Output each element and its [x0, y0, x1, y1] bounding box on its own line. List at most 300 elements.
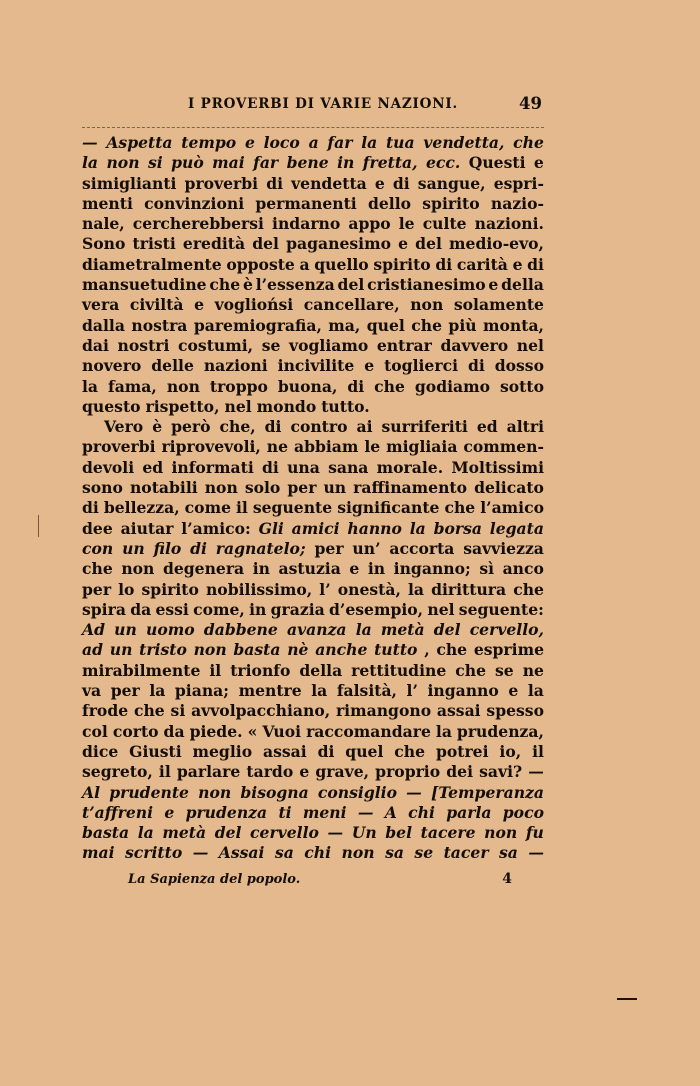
word: se	[261, 335, 281, 355]
word: ad	[82, 640, 104, 660]
word: Questi	[468, 153, 526, 173]
word: delle	[151, 356, 194, 376]
word: un	[122, 538, 145, 558]
text-line	[82, 133, 544, 153]
word: proverbi	[184, 173, 259, 193]
word: grazia	[270, 599, 325, 619]
word: onestà,	[337, 579, 401, 599]
word: cancellare,	[303, 295, 400, 315]
word: —	[528, 843, 544, 863]
word: Gli	[258, 518, 284, 538]
word: cervello,	[469, 620, 544, 640]
word: borsa	[433, 518, 482, 538]
word: la	[409, 518, 426, 538]
word: l’	[406, 681, 418, 701]
word: dice	[82, 741, 119, 761]
word: —	[406, 782, 422, 802]
word: ecc.	[425, 153, 461, 173]
body-text	[82, 133, 544, 864]
page-number: 49	[519, 94, 542, 113]
word: che	[411, 315, 443, 335]
word: scritto	[125, 843, 183, 863]
word: dei	[446, 762, 474, 782]
text-line	[82, 762, 544, 782]
text-line	[82, 600, 544, 620]
word: che	[513, 133, 544, 152]
word: costumi,	[178, 335, 254, 355]
text-line	[82, 397, 544, 417]
word: col	[82, 721, 108, 741]
word: nel	[224, 396, 252, 416]
word: del	[415, 234, 442, 254]
word: un’	[352, 538, 381, 558]
word: far	[253, 153, 279, 173]
text-line	[82, 275, 544, 295]
word: paremiografia,	[193, 315, 322, 335]
text-line	[82, 580, 544, 600]
word: bene	[286, 153, 329, 173]
word: da	[163, 721, 185, 741]
word: sana	[328, 457, 369, 477]
word: ,	[424, 640, 430, 660]
word: il	[158, 762, 171, 782]
word: sono	[82, 478, 123, 498]
word: l’	[319, 579, 331, 599]
word: dai	[82, 335, 109, 355]
word: non	[341, 843, 375, 863]
text-line	[82, 823, 544, 843]
word: savviezza	[463, 538, 544, 558]
word: delicato	[474, 478, 544, 498]
word: accorta	[389, 538, 455, 558]
word: di	[266, 173, 284, 193]
word: sa	[499, 843, 518, 863]
word: novero	[82, 356, 142, 376]
word: l’essenza	[255, 275, 335, 295]
word: che	[209, 275, 241, 295]
word: tardo	[246, 762, 294, 782]
word: prudente	[109, 782, 189, 802]
word: ragnatelo;	[215, 538, 306, 558]
word: l’amico:	[181, 518, 251, 538]
word: sì	[479, 559, 495, 579]
word: —	[357, 802, 374, 822]
text-line	[82, 701, 544, 721]
word: sa	[385, 843, 404, 863]
word: che	[133, 701, 165, 721]
word: eredità	[182, 234, 246, 254]
word: però	[171, 417, 211, 437]
word: appo	[348, 214, 391, 234]
word: filo	[153, 538, 182, 558]
word: monta,	[483, 315, 544, 335]
text-line	[82, 661, 544, 681]
text-line	[82, 377, 544, 397]
word: dee	[82, 518, 113, 538]
word: incivilite	[277, 356, 355, 376]
word: a	[308, 133, 319, 152]
word: metà	[380, 620, 425, 640]
word: grave,	[315, 762, 370, 782]
word: nostri	[117, 335, 170, 355]
word: aiutar	[120, 518, 174, 538]
text-line	[82, 722, 544, 742]
word: del	[252, 234, 279, 254]
word: ma,	[328, 315, 361, 335]
word: solo	[244, 478, 281, 498]
word: è	[242, 275, 253, 295]
word: io,	[499, 741, 522, 761]
word: meglio	[192, 741, 253, 761]
word: e	[512, 254, 523, 274]
word: e	[374, 173, 385, 193]
word: —	[327, 823, 344, 843]
word: paganesimo	[286, 234, 391, 254]
word: rispetto,	[145, 396, 220, 416]
word: menti	[82, 193, 133, 213]
word: migliaia	[386, 437, 458, 457]
word: di	[264, 417, 282, 437]
word: non	[204, 478, 238, 498]
word: chi	[304, 843, 332, 863]
word: ne	[522, 660, 544, 680]
word: di	[435, 254, 453, 274]
word: godiamo	[414, 376, 491, 396]
text-line	[82, 519, 544, 539]
word: di	[347, 376, 365, 396]
word: può	[171, 153, 204, 173]
word: in	[367, 559, 386, 579]
word: non	[193, 640, 227, 660]
word: frode	[82, 701, 129, 721]
word: metà	[162, 823, 207, 843]
word: cristianesimo	[367, 275, 486, 295]
word: che	[82, 559, 113, 579]
word: le	[364, 437, 381, 457]
word: nale,	[82, 214, 125, 234]
word: come	[184, 498, 231, 518]
word: per	[82, 579, 112, 599]
word: che	[513, 579, 544, 599]
word: sotto	[500, 376, 544, 396]
text-line	[82, 681, 544, 701]
word: spirito	[373, 254, 431, 274]
word: degenera	[162, 559, 245, 579]
word: lo	[118, 579, 135, 599]
word: mansuetudine	[82, 275, 207, 295]
word: non	[166, 376, 200, 396]
word: permanenti	[255, 193, 357, 213]
text-line	[82, 742, 544, 762]
word: della	[299, 660, 343, 680]
word: morale.	[376, 457, 444, 477]
word: cercherebbersi	[132, 214, 264, 234]
word: la	[527, 681, 544, 701]
word: chi	[408, 802, 435, 822]
word: mai	[212, 153, 245, 173]
word: che	[436, 640, 468, 660]
word: dirittura	[431, 579, 507, 599]
word: ed	[476, 417, 498, 437]
running-title: I PROVERBI DI VARIE NAZIONI.	[188, 96, 458, 112]
word: di	[467, 356, 485, 376]
text-line	[82, 316, 544, 336]
word: di	[262, 457, 279, 477]
header-rule	[82, 127, 544, 128]
word: bellezza,	[103, 498, 180, 518]
word: un	[109, 640, 133, 660]
text-line	[82, 153, 544, 173]
word: nel	[427, 599, 455, 619]
word: poco	[502, 802, 544, 822]
word: davvero	[440, 335, 509, 355]
word: che	[374, 376, 405, 396]
word: le	[398, 214, 415, 234]
word: essi	[155, 599, 189, 619]
word: [Temperanza	[430, 782, 544, 802]
word: vendetta,	[423, 133, 505, 152]
word: astuzia	[278, 559, 341, 579]
text-line	[82, 783, 544, 803]
text-line	[82, 255, 544, 275]
word: basta	[233, 640, 281, 660]
word: simiglianti	[82, 173, 177, 193]
signature-mark: 4	[502, 871, 512, 887]
text-line	[82, 458, 544, 478]
text-line	[82, 478, 544, 498]
word: ai	[356, 417, 373, 437]
word: dalla	[82, 315, 125, 335]
word: trionfo	[230, 660, 291, 680]
signature-line: La Sapienza del popolo.	[128, 872, 301, 887]
word: Assai	[218, 843, 265, 863]
word: prudenza	[185, 802, 268, 822]
word: dosso	[494, 356, 544, 376]
word: tutto	[374, 640, 418, 660]
word: nazioni.	[474, 214, 544, 234]
word: savi?	[479, 762, 523, 782]
word: nostra	[131, 315, 188, 335]
word: non	[121, 559, 155, 579]
word: parla	[446, 802, 492, 822]
word: anco	[502, 559, 544, 579]
text-line	[82, 194, 544, 214]
word: potrei	[435, 741, 489, 761]
word: fretta,	[362, 153, 418, 173]
word: consiglio	[317, 782, 397, 802]
word: quel	[345, 741, 384, 761]
word: raffinamento	[353, 478, 468, 498]
word: piana;	[174, 681, 230, 701]
word: la	[355, 620, 372, 640]
word: che,	[219, 417, 256, 437]
word: basta	[82, 823, 130, 843]
word: e	[164, 802, 175, 822]
word: e	[508, 681, 519, 701]
word: —	[192, 843, 209, 863]
text-line	[82, 336, 544, 356]
word: indarno	[272, 214, 341, 234]
word: parlare	[176, 762, 241, 782]
word: non	[198, 782, 232, 802]
word: meni	[302, 802, 347, 822]
word: opposte	[226, 254, 295, 274]
word: hanno	[347, 518, 402, 538]
word: proverbi	[82, 437, 156, 457]
word: anche	[315, 640, 368, 660]
word: Al	[82, 782, 101, 802]
word: il	[236, 498, 248, 518]
word: bel	[385, 823, 413, 843]
text-line	[82, 356, 544, 376]
word: la	[82, 153, 99, 173]
word: tempo	[181, 133, 237, 152]
word: da	[130, 599, 152, 619]
word: e	[364, 356, 375, 376]
word: e	[398, 234, 409, 254]
word: tristi	[132, 234, 176, 254]
text-line	[82, 803, 544, 823]
word: bisogna	[240, 782, 309, 802]
word: toglierci	[384, 356, 458, 376]
word: per	[287, 478, 317, 498]
word: la	[311, 681, 328, 701]
word: si	[170, 701, 186, 721]
word: di	[190, 538, 207, 558]
text-line	[82, 843, 544, 863]
word: di	[527, 254, 544, 274]
word: fama,	[108, 376, 157, 396]
text-line	[82, 498, 544, 518]
word: per	[110, 681, 140, 701]
word: un	[323, 478, 347, 498]
word: mondo	[256, 396, 317, 416]
word: non	[410, 295, 444, 315]
word: falsità,	[336, 681, 397, 701]
word: nè	[287, 640, 309, 660]
word: va	[82, 681, 102, 701]
word: sangue,	[417, 173, 486, 193]
text-line	[82, 539, 544, 559]
word: Vero	[104, 417, 144, 437]
word: spirito	[422, 193, 480, 213]
word: esprime	[473, 640, 544, 660]
text-line	[82, 640, 544, 660]
word: —	[82, 133, 98, 152]
word: diametralmente	[82, 254, 222, 274]
word: informati	[171, 457, 254, 477]
text-line	[82, 620, 544, 640]
word: Aspetta	[106, 133, 173, 152]
word: espri-	[493, 173, 544, 193]
word: nel	[516, 335, 544, 355]
word: avvolpacchiano,	[191, 701, 331, 721]
word: tacer	[443, 843, 489, 863]
word: come,	[193, 599, 245, 619]
text-line	[82, 234, 544, 254]
word: Sono	[82, 234, 126, 254]
word: quello	[314, 254, 369, 274]
text-line	[82, 295, 544, 315]
word: d’esempio,	[328, 599, 424, 619]
word: nazioni	[203, 356, 268, 376]
word: corto	[112, 721, 159, 741]
word: a	[299, 254, 310, 274]
word: carità	[456, 254, 508, 274]
word: —	[528, 762, 544, 782]
word: Ad	[82, 620, 106, 640]
word: una	[287, 457, 320, 477]
margin-mark	[38, 515, 39, 537]
word: e	[533, 153, 544, 173]
word: che	[394, 741, 426, 761]
word: commen-	[463, 437, 544, 457]
word: e	[194, 295, 204, 315]
word: piede.	[189, 721, 243, 741]
text-line	[82, 437, 544, 457]
word: tristo	[139, 640, 187, 660]
word: riprovevoli,	[161, 437, 261, 457]
word: non	[106, 153, 140, 173]
word: vendetta	[291, 173, 367, 193]
text-line	[82, 417, 544, 437]
word: l’amico	[480, 498, 544, 518]
word: il	[209, 660, 222, 680]
word: nobilissimo,	[205, 579, 313, 599]
word: mai	[82, 843, 115, 863]
word: dabbene	[203, 620, 278, 640]
word: Giusti	[129, 741, 182, 761]
word: assai	[436, 701, 481, 721]
word: spira	[82, 599, 126, 619]
word: Moltissimi	[451, 457, 544, 477]
word: in	[249, 599, 267, 619]
word: altri	[506, 417, 544, 437]
word: la	[137, 823, 154, 843]
word: prudenza,	[456, 721, 544, 741]
word: cervello	[250, 823, 319, 843]
word: «	[247, 721, 258, 741]
word: avanza	[286, 620, 347, 640]
word: inganno	[427, 681, 499, 701]
word: A	[384, 802, 397, 822]
word: la	[82, 376, 99, 396]
word: contro	[290, 417, 348, 437]
word: t’affreni	[82, 802, 154, 822]
word: mentre	[238, 681, 302, 701]
text-line	[82, 559, 544, 579]
word: per	[314, 538, 344, 558]
word: il	[532, 741, 544, 761]
word: abbiam	[293, 437, 359, 457]
word: si	[147, 153, 163, 173]
word: ed	[142, 457, 164, 477]
word: civiltà	[129, 295, 184, 315]
word: seguente	[252, 498, 333, 518]
word: spesso	[486, 701, 544, 721]
word: e	[488, 275, 499, 295]
word: quel	[366, 315, 405, 335]
word: questo	[82, 396, 141, 416]
word: e	[349, 559, 360, 579]
word: con	[82, 538, 114, 558]
word: troppo	[209, 376, 268, 396]
word: ne	[266, 437, 289, 457]
word: entrar	[376, 335, 432, 355]
word: spirito	[141, 579, 199, 599]
word: amici	[291, 518, 340, 538]
running-head	[82, 94, 544, 118]
